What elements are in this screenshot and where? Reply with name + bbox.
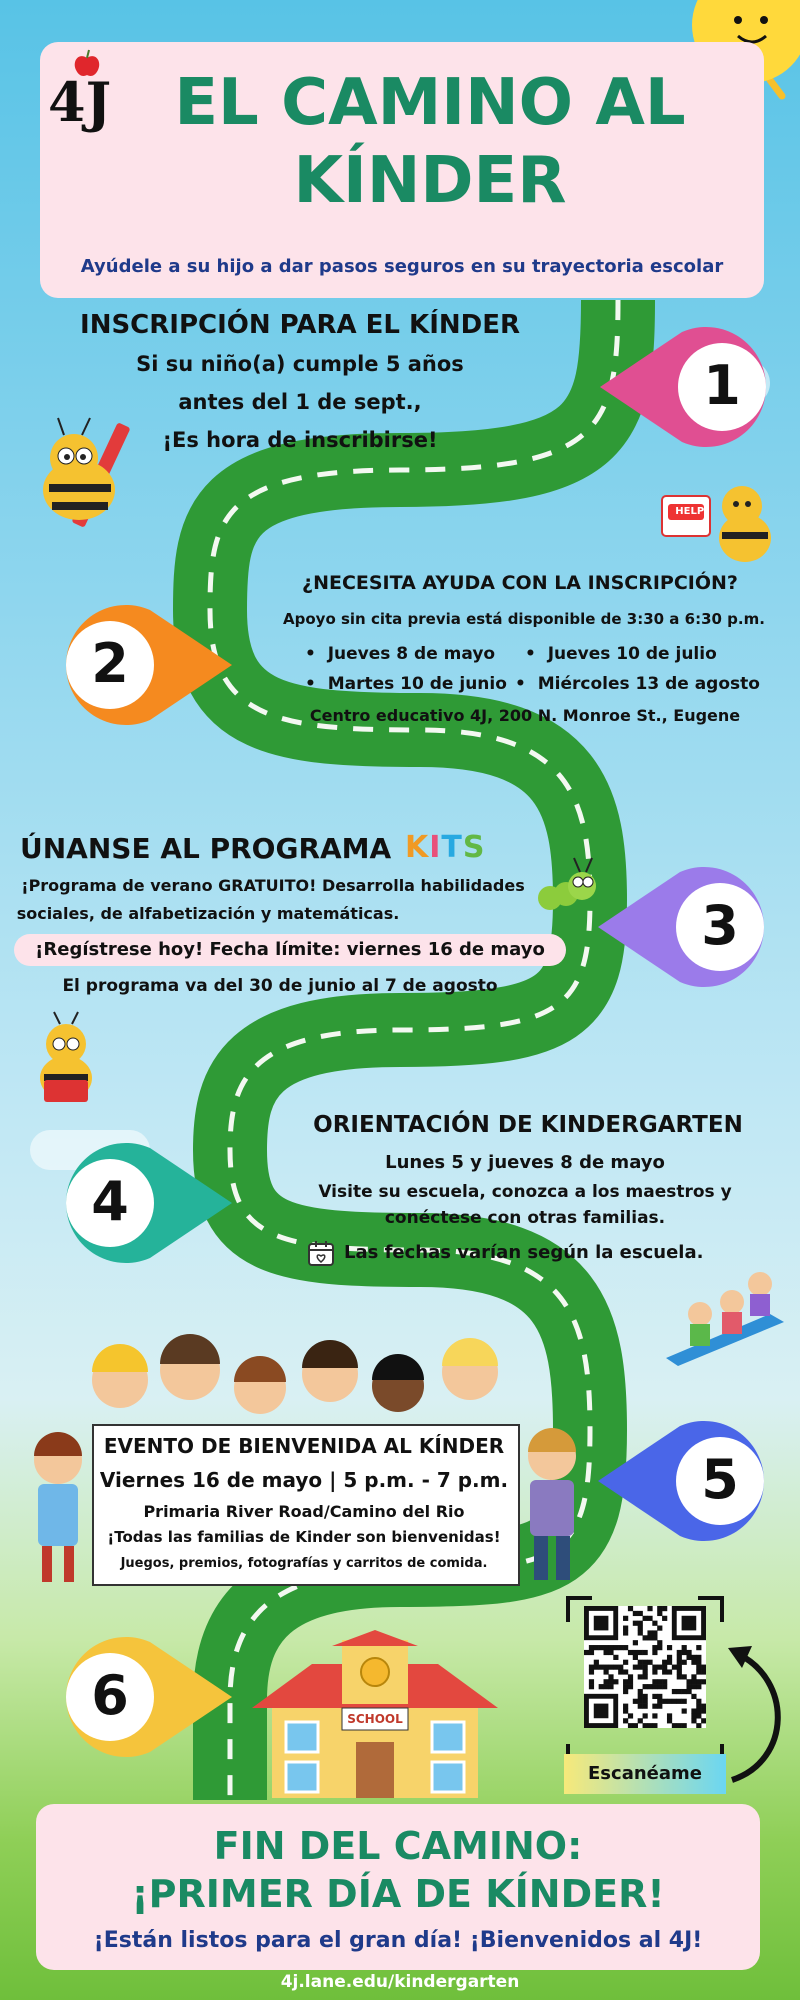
step4-number: 4 [91, 1170, 129, 1233]
step6-number: 6 [91, 1664, 129, 1727]
step3-dates: El programa va del 30 de junio al 7 de agosto [62, 976, 498, 996]
step1-line3: ¡Es hora de inscribirse! [162, 428, 438, 452]
page-title-line1: EL CAMINO AL [174, 66, 686, 140]
step2-date: • Jueves 8 de mayo [305, 644, 496, 664]
step1-title: INSCRIPCIÓN PARA EL KÍNDER [80, 310, 520, 340]
kits-logo [405, 830, 486, 865]
page-title-line2: KÍNDER [293, 144, 567, 218]
kids-on-pencil-icon [660, 1262, 790, 1372]
step2-number: 2 [91, 632, 129, 695]
curved-arrow-icon [722, 1640, 782, 1790]
step1-number: 1 [703, 354, 741, 417]
qr-label: Escanéame [564, 1754, 726, 1794]
step3-deadline: ¡Regístrese hoy! Fecha límite: viernes 16 de mayo [14, 934, 566, 966]
footer-url-link[interactable]: 4j.lane.edu/kindergarten [280, 1972, 520, 1992]
step5-welcome: ¡Todas las familias de Kinder son bienvenidas! [107, 1528, 501, 1546]
step4-dates: Lunes 5 y jueves 8 de mayo [385, 1152, 665, 1173]
kits-letter: T [441, 830, 463, 865]
girl-illustration [18, 1430, 98, 1590]
qr-code[interactable] [584, 1606, 706, 1728]
school-sign-text: SCHOOL [347, 1712, 403, 1726]
step3-title: ÚNANSE AL PROGRAMA [20, 832, 392, 865]
boy-illustration [512, 1426, 592, 1586]
footer-title-line1: FIN DEL CAMINO: [213, 1824, 583, 1868]
step5-title: EVENTO DE BIENVENIDA AL KÍNDER [103, 1434, 505, 1458]
step4-line2: conéctese con otras familias. [384, 1208, 666, 1228]
page-subtitle: Ayúdele a su hijo a dar pasos seguros en su trayectoria escolar [80, 256, 724, 277]
step5-when: Viernes 16 de mayo | 5 p.m. - 7 p.m. [99, 1468, 509, 1492]
step3-number: 3 [701, 894, 739, 957]
step4-title: ORIENTACIÓN DE KINDERGARTEN [313, 1112, 743, 1138]
step4-line1: Visite su escuela, conozca a los maestros y [318, 1182, 732, 1202]
step3-line1: ¡Programa de verano GRATUITO! Desarrolla habilidades [21, 876, 525, 895]
reading-bee-icon [26, 1010, 106, 1110]
help-sign-text: HELP! [675, 506, 709, 517]
help-bee-icon [660, 470, 780, 574]
step1-line1: Si su niño(a) cumple 5 años [136, 352, 464, 376]
kits-letter: I [429, 830, 442, 865]
district-logo: 4J [48, 70, 112, 134]
step2-title: ¿NECESITA AYUDA CON LA INSCRIPCIÓN? [302, 572, 738, 594]
step1-line2: antes del 1 de sept., [178, 390, 422, 414]
step4-note: Las fechas varían según la escuela. [344, 1242, 704, 1263]
step5-number: 5 [701, 1448, 739, 1511]
calendar-icon [306, 1238, 336, 1268]
footer-subtitle: ¡Están listos para el gran día! ¡Bienvenidos al 4J! [93, 1928, 703, 1953]
step3-line2: sociales, de alfabetización y matemáticas. [16, 904, 400, 923]
step2-intro: Apoyo sin cita previa está disponible de 3:30 a 6:30 p.m. [283, 610, 765, 628]
footer-title-line2: ¡PRIMER DÍA DE KÍNDER! [131, 1872, 665, 1916]
step5-extras: Juegos, premios, fotografías y carritos de comida. [120, 1556, 488, 1571]
bee-pencil-icon [24, 410, 144, 540]
step2-date: • Miércoles 13 de agosto [515, 674, 760, 694]
kits-letter: K [405, 830, 430, 865]
step2-date: • Martes 10 de junio [305, 674, 507, 694]
kits-letter: S [462, 830, 486, 865]
step2-location: Centro educativo 4J, 200 N. Monroe St., Eugene [309, 706, 741, 725]
step5-where: Primaria River Road/Camino del Rio [143, 1502, 465, 1521]
step2-date: • Jueves 10 de julio [525, 644, 717, 664]
